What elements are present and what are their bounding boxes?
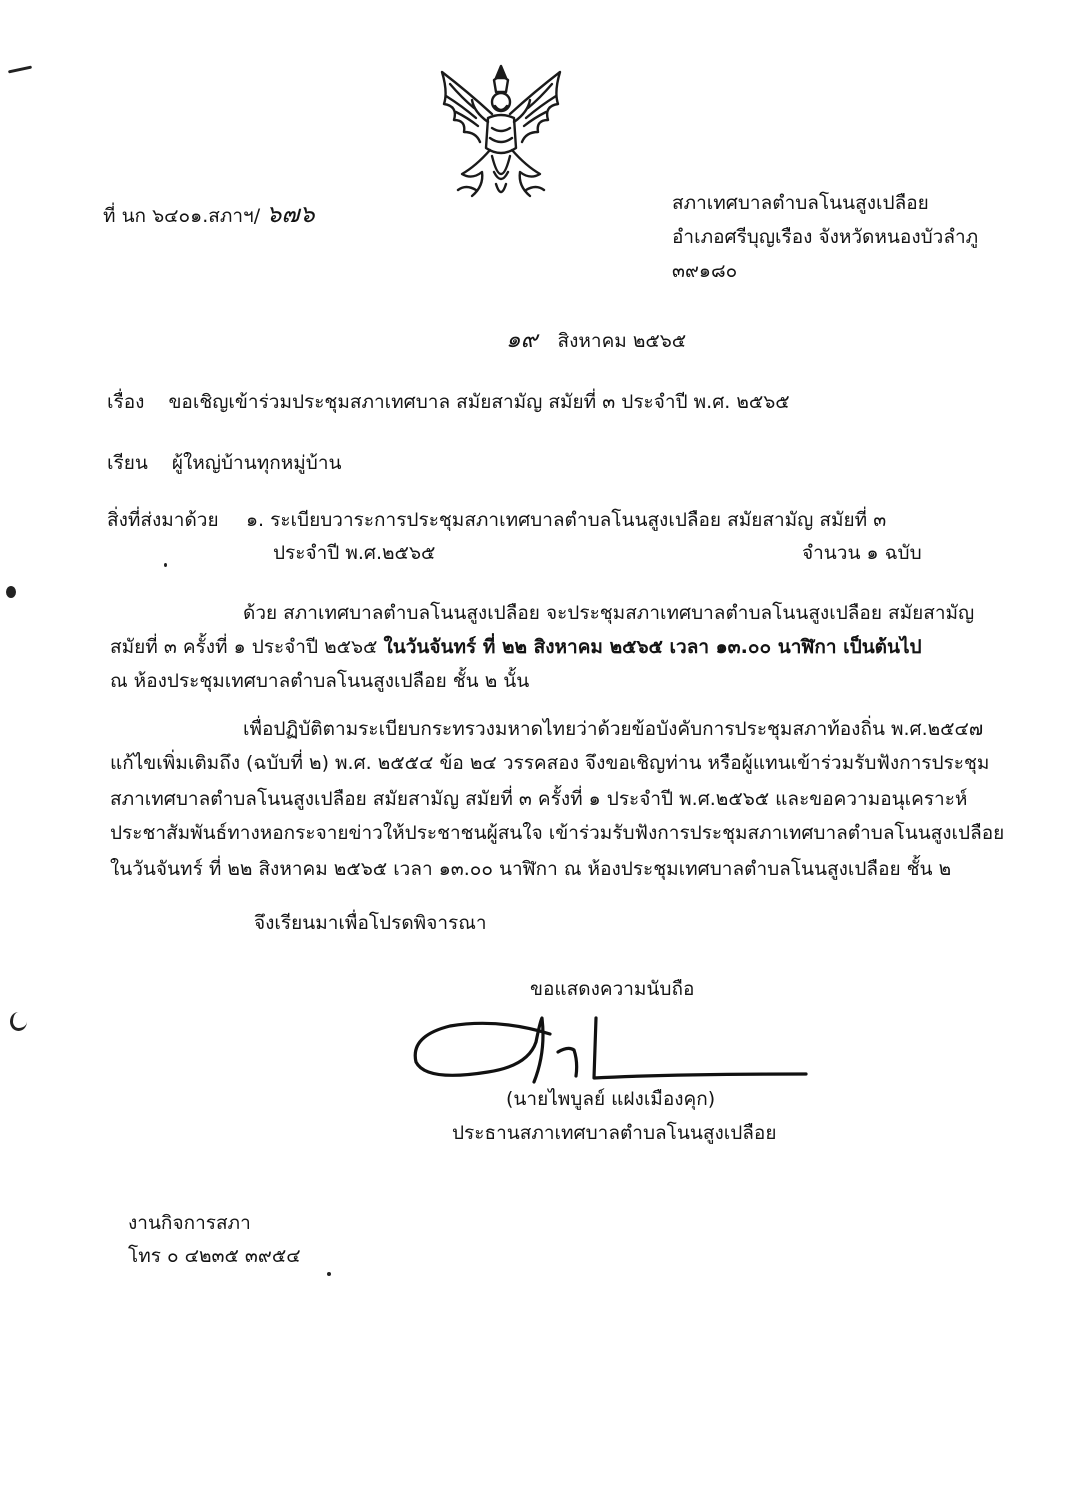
org-address: [672, 186, 978, 288]
date-month-year: สิงหาคม ๒๕๖๕: [557, 330, 687, 352]
letter-date: [506, 322, 686, 358]
scan-mark: [8, 66, 32, 74]
regards-text: ขอแสดงความนับถือ: [530, 978, 695, 1000]
reference-number: [103, 194, 315, 233]
recipient-line: [107, 448, 342, 478]
enclosure-count: จำนวน ๑ ฉบับ: [802, 542, 922, 564]
reference-prefix: ที่ นก ๖๔๐๑.สภาฯ/: [103, 205, 261, 227]
recipient-text: ผู้ใหญ่บ้านทุกหมู่บ้าน: [171, 452, 342, 474]
enclosure-item-line1: ๑. ระเบียบวาระการประชุมสภาเทศบาลตำบลโนนสูงเปลือย สมัยสามัญ สมัยที่ ๓: [246, 509, 887, 531]
org-name: สภาเทศบาลตำบลโนนสูงเปลือย: [672, 192, 929, 214]
date-day-handwritten: ๑๙: [506, 327, 538, 353]
recipient-label: เรียน: [107, 452, 148, 474]
meeting-datetime-bold: ในวันจันทร์ ที่ ๒๒ สิงหาคม ๒๕๖๕ เวลา ๑๓.๐๐ นาฬิกา เป็นต้นไป: [383, 636, 922, 658]
closing-line: จึงเรียนมาเพื่อโปรดพิจารณา: [254, 912, 487, 934]
subject-text: ขอเชิญเข้าร่วมประชุมสภาเทศบาล สมัยสามัญ สมัยที่ ๓ ประจำปี พ.ศ. ๒๕๖๕: [168, 391, 790, 413]
footer-phone: โทร ๐ ๔๒๓๕ ๓๙๕๔: [128, 1245, 301, 1267]
garuda-emblem-icon: [432, 62, 570, 210]
scan-mark: [10, 1012, 27, 1031]
paragraph-2-line-1: เพื่อปฏิบัติตามระเบียบกระทรวงมหาดไทยว่าด้วยข้อบังคับการประชุมสภาท้องถิ่น พ.ศ.๒๕๔๗: [243, 718, 984, 740]
org-district: อำเภอศรีบุญเรือง จังหวัดหนองบัวลำภู: [672, 226, 979, 248]
paragraph-1-line-1: ด้วย สภาเทศบาลตำบลโนนสูงเปลือย จะประชุมสภาเทศบาลตำบลโนนสูงเปลือย สมัยสามัญ: [243, 602, 975, 624]
org-postcode: ๓๙๑๘๐: [672, 260, 738, 282]
paragraph-2-line-3: สภาเทศบาลตำบลโนนสูงเปลือย สมัยสามัญ สมัยที่ ๓ ครั้งที่ ๑ ประจำปี พ.ศ.๒๕๖๕ และขอความอนุเคราะห์: [110, 788, 968, 810]
paragraph-2-line-5: ในวันจันทร์ ที่ ๒๒ สิงหาคม ๒๕๖๕ เวลา ๑๓.๐๐ นาฬิกา ณ ห้องประชุมเทศบาลตำบลโนนสูงเปลือย ชั้น ๒: [110, 858, 952, 880]
paragraph-2-line-2: แก้ไขเพิ่มเติมถึง (ฉบับที่ ๒) พ.ศ. ๒๕๕๔ ข้อ ๒๔ วรรคสอง จึงขอเชิญท่าน หรือผู้แทนเข้าร่วมรับฟังการประชุม: [110, 752, 990, 774]
scan-mark: [327, 1272, 331, 1276]
signer-name: (นายไพบูลย์ แฝงเมืองคุก): [506, 1088, 716, 1110]
scan-mark: [6, 586, 16, 598]
reference-handwritten: ๖๗๖: [266, 200, 315, 228]
paragraph-1-line-2: [110, 632, 922, 662]
subject-label: เรื่อง: [107, 391, 145, 413]
enclosure-label: สิ่งที่ส่งมาด้วย: [107, 509, 219, 531]
subject-line: [107, 387, 790, 417]
signer-position: ประธานสภาเทศบาลตำบลโนนสูงเปลือย: [452, 1122, 777, 1144]
handwritten-signature: [408, 1012, 808, 1090]
footer-department: งานกิจการสภา: [128, 1212, 251, 1234]
paragraph-2-line-4: ประชาสัมพันธ์ทางหอกระจายข่าวให้ประชาชนผู้สนใจ เข้าร่วมรับฟังการประชุมสภาเทศบาลตำบลโนนสูงเปลือย: [110, 822, 1005, 844]
paragraph-1-line-2-plain: สมัยที่ ๓ ครั้งที่ ๑ ประจำปี ๒๕๖๕: [110, 636, 384, 658]
paragraph-1-line-3: ณ ห้องประชุมเทศบาลตำบลโนนสูงเปลือย ชั้น ๒ นั้น: [110, 670, 530, 692]
enclosure-item-line2: ประจำปี พ.ศ.๒๕๖๕: [273, 542, 436, 564]
scan-mark: [164, 563, 167, 567]
